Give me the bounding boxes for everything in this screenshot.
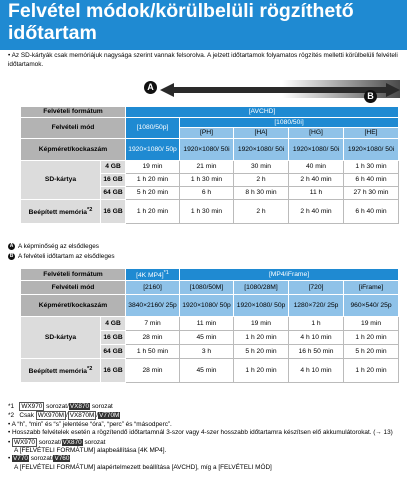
footnote-ref: *1 bbox=[163, 270, 169, 276]
footnote-ref: *2 bbox=[87, 366, 93, 373]
size-value: 960×540/ 25p bbox=[344, 295, 399, 317]
mode-720: [720] bbox=[289, 281, 344, 295]
marker-b-icon: B bbox=[364, 90, 377, 103]
duration-cell: 40 min bbox=[289, 161, 344, 174]
size-value: 1920×1080/ 50i bbox=[344, 139, 399, 161]
duration-cell: 1 h 20 min bbox=[126, 200, 180, 224]
size-value: 1920×1080/ 50p bbox=[126, 139, 180, 161]
bullet-units: • A “h”, “min” és “s” jelentése “óra”, “perc” és “másodperc”. bbox=[8, 420, 172, 428]
duration-cell: 4 h 10 min bbox=[289, 359, 344, 383]
duration-cell: 1 h 30 min bbox=[180, 174, 234, 187]
duration-cell: 6 h bbox=[180, 187, 234, 200]
intro-text: • Az SD-kártyák csak memóriájuk nagysága szerint vannak felsorolva. A jelzett időtartamok folyamatos rögzítés melletti körülbelüli felvételi időtartamok. bbox=[8, 52, 398, 68]
duration-cell: 19 min bbox=[126, 161, 180, 174]
rec-mode-label: Felvételi mód bbox=[21, 281, 126, 295]
format-4k bbox=[126, 269, 180, 281]
size-value: 1920×1080/ 50i bbox=[180, 139, 234, 161]
builtin-memory-label bbox=[21, 200, 101, 224]
size-value: 1920×1080/ 50i bbox=[289, 139, 344, 161]
capacity: 64 GB bbox=[101, 345, 126, 359]
capacity: 16 GB bbox=[101, 200, 126, 224]
builtin-memory-text: Beépített memória bbox=[28, 209, 88, 217]
note-default-4k: A [FELVÉTELI FORMÁTUM] alapbeállítása [4K MP4]. bbox=[14, 447, 167, 455]
size-value: 1280×720/ 25p bbox=[289, 295, 344, 317]
capacity: 16 GB bbox=[101, 331, 126, 345]
footnote-2: *2 Csak WX970M / VX870M V770M bbox=[8, 412, 120, 420]
model-badge: V760 bbox=[54, 455, 70, 463]
duration-cell: 28 min bbox=[126, 359, 180, 383]
model-badge: WX970 bbox=[21, 403, 43, 410]
model-badge: V770 bbox=[13, 455, 28, 463]
mp4-recording-table bbox=[20, 268, 399, 383]
marker-a-small-icon: A bbox=[9, 243, 14, 249]
model-badge: WX970 bbox=[14, 438, 35, 446]
size-value: 1920×1080/ 50i bbox=[234, 139, 289, 161]
duration-cell: 11 h bbox=[289, 187, 344, 200]
title-bar bbox=[0, 0, 407, 50]
model-badge: VX870 bbox=[69, 403, 90, 410]
sd-card-label: SD-kártya bbox=[21, 161, 101, 200]
footnote-mark: *1 bbox=[8, 403, 15, 410]
mode-2160: [2160] bbox=[126, 281, 180, 295]
size-value: 1920×1080/ 50p bbox=[180, 295, 234, 317]
mode-he: [HE] bbox=[344, 128, 399, 139]
duration-cell: 2 h 40 min bbox=[289, 174, 344, 187]
footnote-mark: *2 bbox=[8, 412, 15, 420]
duration-cell: 30 min bbox=[234, 161, 289, 174]
footnotes bbox=[8, 402, 403, 472]
capacity: 4 GB bbox=[101, 317, 126, 331]
duration-cell: 8 h 30 min bbox=[234, 187, 289, 200]
note-default-avchd: A [FELVÉTELI FORMÁTUM] alapértelmezett beállítása [AVCHD], míg a [FELVÉTELI MÓD] bbox=[14, 463, 272, 471]
marker-b-small-icon: B bbox=[9, 253, 14, 259]
duration-cell: 1 h 20 min bbox=[344, 359, 399, 383]
duration-cell: 27 h 30 min bbox=[344, 187, 399, 200]
duration-cell: 1 h 30 min bbox=[344, 161, 399, 174]
duration-cell: 11 min bbox=[180, 317, 234, 331]
sd-card-label: SD-kártya bbox=[21, 317, 101, 359]
model-badge: V770M bbox=[99, 412, 120, 420]
note-text: sorozat/ bbox=[30, 455, 54, 463]
legend-a bbox=[8, 243, 99, 251]
size-label: Képméret/kockaszám bbox=[21, 295, 126, 317]
bullet-models-1: • WX970 sorozat/VX870 sorozat bbox=[8, 438, 106, 446]
bullet-models-2: • V770 sorozat/V760 bbox=[8, 455, 70, 463]
rec-format-label: Felvételi formátum bbox=[21, 107, 126, 118]
page-title: Felvétel módok/körülbelüli rögzíthető időtartam bbox=[8, 0, 354, 44]
model-badge: VX870 bbox=[62, 438, 82, 446]
duration-cell: 19 min bbox=[344, 317, 399, 331]
mode-ph: [PH] bbox=[180, 128, 234, 139]
capacity: 16 GB bbox=[101, 174, 126, 187]
duration-cell: 7 min bbox=[126, 317, 180, 331]
capacity: 64 GB bbox=[101, 187, 126, 200]
note-text: sorozat bbox=[84, 438, 106, 446]
marker-a-icon: A bbox=[144, 81, 157, 94]
rec-format-value: [AVCHD] bbox=[126, 107, 399, 118]
duration-cell: 2 h 40 min bbox=[289, 200, 344, 224]
mode-hg: [HG] bbox=[289, 128, 344, 139]
legend-a-text: A képminőség az elsődleges bbox=[18, 243, 99, 251]
footnote-ref: *2 bbox=[87, 206, 93, 213]
rec-mode-label: Felvételi mód bbox=[21, 118, 126, 139]
note-text: sorozat/ bbox=[38, 438, 62, 446]
note-text: sorozat/ bbox=[46, 403, 69, 410]
legend-b bbox=[8, 253, 115, 261]
mode-1080-50p: [1080/50p] bbox=[126, 118, 180, 139]
duration-cell: 45 min bbox=[180, 331, 234, 345]
avchd-recording-table bbox=[20, 106, 399, 224]
format-4k-text: [4K MP4] bbox=[136, 272, 164, 280]
duration-cell: 5 h 20 min bbox=[344, 345, 399, 359]
model-badge: WX970M bbox=[37, 412, 64, 420]
duration-cell: 16 h 50 min bbox=[289, 345, 344, 359]
mode-ha: [HA] bbox=[234, 128, 289, 139]
mode-1080-28m: [1080/28M] bbox=[234, 281, 289, 295]
duration-cell: 5 h 20 min bbox=[234, 345, 289, 359]
size-value: 3840×2160/ 25p bbox=[126, 295, 180, 317]
duration-cell: 6 h 40 min bbox=[344, 200, 399, 224]
duration-cell: 1 h 20 min bbox=[126, 174, 180, 187]
format-mp4-iframe: [MP4/iFrame] bbox=[180, 269, 399, 281]
builtin-memory-text: Beépített memória bbox=[28, 368, 88, 376]
footnote-1 bbox=[8, 402, 403, 411]
size-value: 1920×1080/ 50p bbox=[234, 295, 289, 317]
mode-1080-50i: [1080/50i] bbox=[180, 118, 399, 128]
duration-cell: 2 h bbox=[234, 200, 289, 224]
duration-cell: 45 min bbox=[180, 359, 234, 383]
duration-cell: 6 h 40 min bbox=[344, 174, 399, 187]
duration-cell: 2 h bbox=[234, 174, 289, 187]
duration-cell: 1 h 20 min bbox=[234, 331, 289, 345]
duration-cell: 19 min bbox=[234, 317, 289, 331]
duration-cell: 3 h bbox=[180, 345, 234, 359]
duration-cell: 21 min bbox=[180, 161, 234, 174]
note-text: sorozat bbox=[91, 403, 113, 410]
duration-cell: 1 h bbox=[289, 317, 344, 331]
legend-b-text: A felvételi időtartam az elsődleges bbox=[18, 253, 115, 261]
builtin-memory-label bbox=[21, 359, 101, 383]
duration-cell: 28 min bbox=[126, 331, 180, 345]
duration-cell: 1 h 30 min bbox=[180, 200, 234, 224]
duration-cell: 1 h 20 min bbox=[344, 331, 399, 345]
mode-iframe: [iFrame] bbox=[344, 281, 399, 295]
size-label: Képméret/kockaszám bbox=[21, 139, 126, 161]
note-text: Csak bbox=[19, 412, 34, 420]
duration-cell: 5 h 20 min bbox=[126, 187, 180, 200]
duration-cell: 1 h 20 min bbox=[234, 359, 289, 383]
duration-cell: 4 h 10 min bbox=[289, 331, 344, 345]
duration-cell: 1 h 50 min bbox=[126, 345, 180, 359]
mode-1080-50m: [1080/50M] bbox=[180, 281, 234, 295]
rec-format-label: Felvételi formátum bbox=[21, 269, 126, 281]
capacity: 16 GB bbox=[101, 359, 126, 383]
capacity: 4 GB bbox=[101, 161, 126, 174]
bullet-battery: • Hosszabb felvételek esetén a rögzítendő időtartamnál 3-szor vagy 4-szer hosszabb időtartamra készítsen elő akkumulátorokat. (→ 13) bbox=[8, 429, 393, 437]
model-badge: VX870M bbox=[69, 412, 95, 420]
